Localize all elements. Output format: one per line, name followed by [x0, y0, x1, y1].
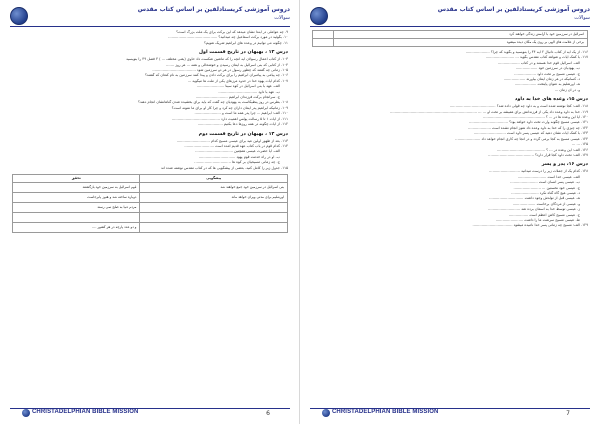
table-cell: مردم دنیا به صلح نمی رسند — [13, 202, 140, 212]
page-footer — [10, 408, 290, 418]
table-cell: دوباره ساخته شد و هنوز پابرجاست — [13, 192, 140, 202]
section-heading: درس ۱۶، پدر و پسر — [541, 162, 588, 168]
question-line: ۱۲۵. ... ... — [571, 142, 588, 147]
header-subtitle: سوالات — [274, 15, 290, 21]
sub-item: ج. چه زمانی مسیحیان بر کوه ها ................................ — [194, 160, 280, 165]
footer-brand: CHRISTADELPHIAN BIBLE MISSION — [32, 409, 139, 415]
sub-item: هـ. اورشلیم به عنوان پایتخت ................... — [514, 82, 580, 87]
question-line: ۱۱۶. از یک آیه از کتاب دانیال ۲ آیه ۴۴ را بنویسید و بگوید که چرا؟ ..................... — [465, 50, 588, 54]
page-body — [312, 30, 588, 229]
sub-item: و. در آن زمان ... — [554, 87, 580, 92]
sub-item: ب. عهد با داود .................................. — [218, 89, 280, 94]
table-row — [13, 182, 288, 192]
sub-item: ج. عیسی مسیح بر تخت داود ................... — [514, 71, 580, 76]
page-header — [310, 6, 590, 28]
header-divider — [310, 26, 590, 27]
question-line: ۱۰۸. بطرس در روز پنطیکاست به یهودیان چه گفت که باید برای بخشیده شدن گناهانشان انجام دهند؟ — [138, 100, 288, 105]
table-cell: قوم اسرائیل به سرزمین خود بازگشتند — [13, 182, 140, 192]
question-line: ۱۰۴. از کتابی که بنی اسرائیل به ایمان رسیدن و خوشحالی و همه ... هر روز ....... — [166, 62, 288, 67]
question-line: ۱۱۴. کدام قوم در باب کتاب عهد قدیم آمده است .......................... — [184, 143, 288, 148]
question-line: ۱۱۷. با کمک آیات و شواهد کتاب مقدس بگوید ... ......................... — [485, 55, 588, 60]
section-heading: درس ۱۴ ، بهیهان در تاریخ قسمت دوم — [198, 131, 288, 137]
header-titles — [438, 6, 590, 21]
table-cell: و دو عدد پارچه در هر کشور .... — [13, 222, 140, 232]
question-line: ۱۱۲. از آیات چگونه در همه روزها دعا بکنیم ...................... — [197, 122, 288, 127]
question-line: ۱۱۰. الف: ابراهیم ... چرا پدر همه ما است و ....................... — [194, 111, 288, 116]
header-title: دروس آموزشی کریستادلفین بر اساس کتاب مقدس — [437, 6, 590, 13]
header-divider — [10, 26, 290, 27]
globe-logo-icon — [310, 7, 328, 25]
question-line: ۱۱۳. بعد از ظهور اولین عید برای عیسی مسیح کدام ............................. — [176, 138, 288, 143]
globe-logo-icon — [10, 7, 28, 25]
right-page — [300, 0, 600, 424]
sub-item: ج. عیسی خود نخستین ... ........................ — [513, 185, 580, 190]
question-line: ۱۲۳. با کمک آیات نشان دهید که عیسی پسر داود است ............................ — [473, 131, 588, 136]
question-line: ۱۲۱. عیسی مسیح چگونه وارث تخت داود خواهد بود؟ .................................. — [469, 120, 588, 125]
question-line: ۱۲۲. چه چیزی را که خدا به داود وعده داد هنوز انجام نشده است .................... — [468, 125, 588, 130]
table-cell — [140, 212, 288, 222]
sub-item: ب. یهودیان در سرزمین خود ................... — [515, 66, 580, 71]
table-header-row — [13, 174, 288, 182]
header-titles — [138, 6, 290, 21]
table-row — [313, 31, 588, 39]
question-line: ۱۰۵. زمانی چه گفتند که چطور رسول در هر دو سرزمین شود ...................................... — [152, 68, 288, 73]
sub-item: ج. سرانجام برکت فرزندان ابراهیم ............................ — [195, 95, 280, 100]
page-header — [10, 6, 290, 28]
table-header-cell: پیشگویی — [140, 174, 288, 182]
question-line: ۱۲۶. الف: این وعده در ... ؟ .......................................... — [497, 147, 588, 152]
table-cell: اسرائیل در سرزمین خود با آرامش زندگی خواهند کرد — [334, 31, 588, 39]
table-cell — [140, 202, 288, 212]
table-cell: بنی اسرائیل در سرزمین خود جمع خواهند شد — [140, 182, 288, 192]
table-cell — [313, 31, 334, 39]
sub-item: ط. عیسی مسیح سرشت ما را داشت ........................ — [495, 217, 580, 222]
sub-item: الف. عهد با بنی اسرائیل در کوه سینا ........................ — [196, 84, 280, 89]
header-title: دروس آموزشی کریستادلفین بر اساس کتاب مقدس — [137, 6, 290, 13]
question-line: ۱۲۸. کدام یک از جملات زیر را درست میدانید ........................... — [489, 169, 588, 174]
question-line: ۱۲۰. آیا این وعده ها در ... ؟ ...................................................... — [483, 115, 588, 120]
question-line: ۱۰۶. چه پیامی به پیامبران ابراهیم را برای برکت دادن و پیدا کنند سرزمین به نام کنعان که گفتند؟ — [144, 73, 288, 78]
page-number: 6 — [266, 410, 270, 417]
sub-item: الف. اسرائیل قوم خدا هستند و در کتاب ................... — [497, 60, 580, 65]
table-row — [13, 202, 288, 212]
question-line: ۱۰۹. زمانیکه ابراهیم پدر ایمان داران چه کرد و چرا کار او برای ما نمونه است؟ — [171, 105, 288, 110]
question-line: ۱۲۷. الف: تخت داود کجا قرار دارد؟ ........................................ — [488, 152, 588, 157]
page-footer — [310, 408, 590, 418]
table-row — [13, 192, 288, 202]
sub-item: الف. آیا حضرت عیسی همچنین ................................. — [195, 149, 280, 154]
table-cell: اورشلیم برای مدتی ویران خواهد ماند — [140, 192, 288, 202]
question-line: ۱۲۹. الف: مسیح چه زمانی پسر خدا نامیده میشود ................................... — [472, 223, 588, 228]
table-cell — [313, 39, 334, 47]
sub-item: الف. عیسی خدا است ......................... — [517, 174, 580, 179]
question-line: ۱۱۱. از آیات ۱ تا ۵ رسالت پولس اهمیت دارد .......................................... — [171, 116, 288, 121]
page-body — [12, 30, 288, 233]
section-heading: درس ۱۵، وعده های خدا به داود — [514, 97, 588, 103]
sub-item: د. عیسی هیچ گاه گناه نکرد ........................ — [511, 190, 580, 195]
question-line: ۱۲۴. عیسی مسیح به کجا برمی گردد و در آنجا چه کاری انجام خواهد داد ...................... — [455, 136, 588, 141]
question-line: ۱۱. چگونه می توانیم در وعده های ابراهیم شریک شویم؟ — [203, 40, 288, 45]
question-line: ۱۱۸. الف: کجا نوشته شده است و به داود چه قولی داده شد؟ ........................................ — [449, 104, 588, 109]
table-row — [313, 39, 588, 47]
sub-item: و. عیسی از مردگان برخاست .................... — [512, 201, 580, 206]
question-line: ۱۱۹. خدا به داود وعده داد یکی از فرزندانش برای همیشه بر تخت او ... ... ............................................................................ — [390, 109, 588, 114]
sub-item: ز. عیسی توسط خدا به آسمان برده شد ............................ — [488, 207, 580, 212]
sub-item: هـ. عیسی قبل از تولدش وجود داشت .............................. — [489, 196, 580, 201]
table-row — [13, 212, 288, 222]
prophecy-table-continued — [312, 30, 588, 47]
question-line: ۱۰۷. کدام آیات یهوه خدا در حدود مرزهای یکی از ملت ها میگوید ... — [187, 78, 288, 83]
sub-item: د. کسانیکه در هر زمان ایمان بیاورند ................... — [503, 77, 580, 82]
sub-item: ب. عیسی پسر انسان است ........................ — [510, 180, 580, 185]
table-cell — [140, 222, 288, 232]
table-row — [13, 222, 288, 232]
footer-brand: CHRISTADELPHIAN BIBLE MISSION — [332, 409, 439, 415]
table-header-cell: تحقق — [13, 174, 140, 182]
globe-logo-icon — [322, 409, 330, 417]
question-line: ۱۱۵. جدول زیر را کامل کنید. بعضی از پیشگویی ها که در کتاب مقدس نوشته شده اند — [161, 165, 288, 170]
sub-item: ب. او در راه خدمت قوم یهود ................................ — [198, 154, 280, 159]
page-number: 7 — [566, 410, 570, 417]
question-line: ۹. چه عواملی در ابتدا نشان میدهد که این برکت برای یک ملت بزرگ است؟ — [176, 30, 288, 34]
globe-logo-icon — [22, 409, 30, 417]
question-line: ۱۰. بگوئید در مورد برکت اسماعیل چه میدانید؟ ........................................... — [168, 35, 288, 40]
table-cell: برخی از علامت های الهی بر روی یک مکان دیده میشود — [334, 39, 588, 47]
section-heading: درس ۱۳ ، بهیهان در تاریخ قسمت اول — [198, 50, 288, 56]
table-cell — [13, 212, 140, 222]
question-line: ۱۰۳. از کتاب اعمال رسولان آیه آنچه را که ماشین شکست داد حاوی (یعنی مختلف ... ) ۳ فصل ۳۹ را بنویسید — [126, 57, 288, 62]
header-subtitle: سوالات — [574, 15, 590, 21]
sub-item: ح. عیسی مسیح کاهن اعظم است ................. — [508, 212, 580, 217]
prophecy-table — [12, 174, 288, 233]
